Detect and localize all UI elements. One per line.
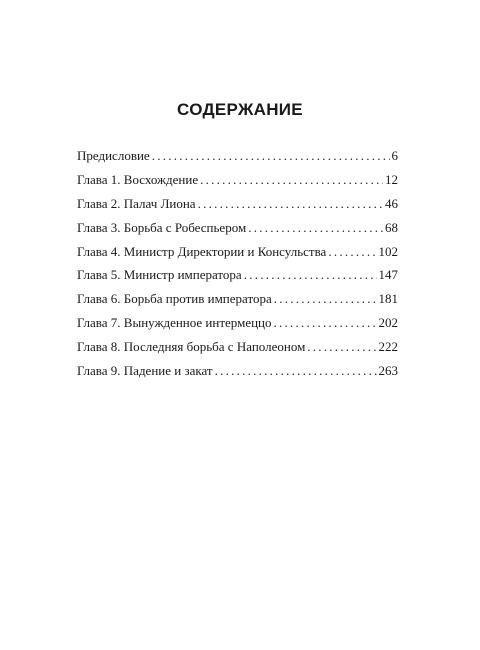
toc-dot-leader: [198, 192, 383, 216]
toc-dot-leader: [200, 168, 383, 192]
toc-entry-page: 263: [378, 363, 398, 379]
toc-list: [77, 144, 398, 383]
toc-dot-leader: [274, 311, 377, 335]
toc-dot-leader: [274, 287, 377, 311]
toc-dot-leader: [244, 263, 377, 287]
toc-dot-leader: [307, 335, 376, 359]
toc-entry-label: Предисловие: [77, 148, 150, 163]
toc-entry-page: 12: [385, 171, 398, 187]
toc-entry: [77, 144, 398, 168]
toc-entry-label: Глава 1. Восхождение: [77, 171, 199, 187]
toc-dot-leader: [215, 359, 377, 383]
toc-entry-page: 102: [378, 243, 398, 259]
toc-entry: [77, 263, 398, 287]
toc-entry-label: Глава 4. Министр Директории и Консульства: [77, 243, 327, 259]
toc-entry: [77, 240, 398, 264]
toc-entry: [77, 311, 398, 335]
toc-entry: [77, 168, 398, 192]
toc-entry-page: 6: [391, 148, 398, 163]
toc-entry-label: Глава 5. Министр императора: [77, 267, 242, 283]
toc-entry-label: Глава 3. Борьба с Робеспьером: [77, 219, 247, 235]
toc-entry: [77, 359, 398, 383]
toc-entry-page: 46: [385, 195, 398, 211]
toc-entry-label: Глава 7. Вынужденное интермеццо: [77, 315, 272, 331]
toc-entry-page: 202: [378, 315, 398, 331]
toc-entry-label: Глава 9. Падение и закат: [77, 363, 213, 379]
toc-entry-label: Глава 6. Борьба против императора: [77, 291, 272, 307]
toc-entry-page: 68: [385, 219, 398, 235]
toc-entry-label: Глава 2. Палач Лиона: [77, 195, 196, 211]
toc-dot-leader: [152, 144, 390, 168]
toc-entry-page: 222: [378, 339, 398, 355]
toc-title: СОДЕРЖАНИЕ: [177, 100, 303, 119]
toc-entry-label: Глава 8. Последняя борьба с Наполеоном: [77, 339, 306, 355]
toc-entry: [77, 287, 398, 311]
toc-dot-leader: [328, 240, 376, 264]
toc-entry-page: 147: [378, 267, 398, 283]
toc-entry: [77, 192, 398, 216]
toc-entry: [77, 216, 398, 240]
toc-entry: [77, 335, 398, 359]
toc-entry-page: 181: [378, 291, 398, 307]
toc-dot-leader: [248, 216, 383, 240]
